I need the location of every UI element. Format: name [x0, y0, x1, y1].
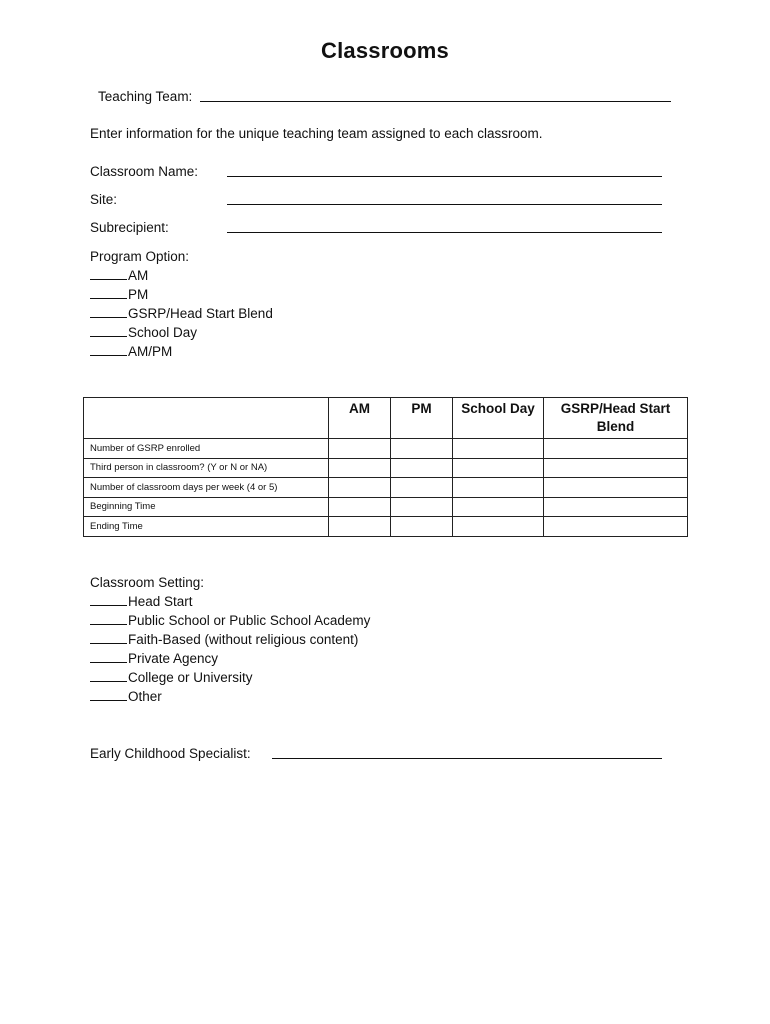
table-cell[interactable]: [391, 517, 453, 537]
specialist-label: Early Childhood Specialist:: [90, 746, 251, 761]
table-cell[interactable]: [544, 497, 688, 517]
table-row: [84, 458, 688, 478]
subrecipient-label: Subrecipient:: [90, 220, 169, 235]
row-label: Number of GSRP enrolled: [84, 439, 329, 459]
classroom-name-field[interactable]: [227, 176, 662, 177]
table-header-row: [84, 398, 688, 439]
table-cell[interactable]: [329, 517, 391, 537]
blank-line[interactable]: [90, 630, 127, 644]
blank-line[interactable]: [90, 668, 127, 682]
table-cell[interactable]: [453, 458, 544, 478]
table-cell[interactable]: [391, 497, 453, 517]
row-label: Ending Time: [84, 517, 329, 537]
program-option-item[interactable]: GSRP/Head Start Blend: [90, 304, 273, 323]
blank-line[interactable]: [90, 611, 127, 625]
teaching-team-label: Teaching Team:: [98, 89, 193, 104]
table-cell[interactable]: [453, 439, 544, 459]
program-option-list: [90, 266, 273, 361]
program-option-item[interactable]: AM/PM: [90, 342, 273, 361]
table-cell[interactable]: [453, 497, 544, 517]
table-cell[interactable]: [329, 439, 391, 459]
row-label: Beginning Time: [84, 497, 329, 517]
table-cell[interactable]: [329, 497, 391, 517]
table-cell[interactable]: [391, 478, 453, 498]
table-cell[interactable]: [544, 458, 688, 478]
classroom-setting-item[interactable]: Other: [90, 687, 370, 706]
site-label: Site:: [90, 192, 118, 207]
program-option-item[interactable]: AM: [90, 266, 273, 285]
table-header-cell: GSRP/Head Start Blend: [544, 398, 688, 439]
table-row: [84, 478, 688, 498]
table-cell[interactable]: [544, 478, 688, 498]
table-header-cell: [84, 398, 329, 439]
blank-line[interactable]: [90, 342, 127, 356]
classroom-name-label: Classroom Name:: [90, 164, 199, 179]
table-header-cell: School Day: [453, 398, 544, 439]
table-cell[interactable]: [329, 458, 391, 478]
row-label: Third person in classroom? (Y or N or NA): [84, 458, 329, 478]
blank-line[interactable]: [90, 266, 127, 280]
classroom-setting-list: [90, 592, 370, 706]
classroom-setting-item[interactable]: College or University: [90, 668, 370, 687]
table-header-cell: AM: [329, 398, 391, 439]
blank-line[interactable]: [90, 592, 127, 606]
table-cell[interactable]: [329, 478, 391, 498]
site-field[interactable]: [227, 204, 662, 205]
blank-line[interactable]: [90, 285, 127, 299]
table-cell[interactable]: [391, 439, 453, 459]
classroom-setting-item[interactable]: Head Start: [90, 592, 370, 611]
blank-line[interactable]: [90, 304, 127, 318]
schedule-table: [83, 397, 688, 537]
classroom-setting-item[interactable]: Public School or Public School Academy: [90, 611, 370, 630]
table-row: [84, 439, 688, 459]
blank-line[interactable]: [90, 323, 127, 337]
classroom-setting-label: Classroom Setting:: [90, 575, 205, 590]
row-label: Number of classroom days per week (4 or 5): [84, 478, 329, 498]
program-option-item[interactable]: PM: [90, 285, 273, 304]
table-cell[interactable]: [453, 478, 544, 498]
teaching-team-field[interactable]: [200, 101, 671, 102]
page-title: Classrooms: [321, 38, 449, 63]
blank-line[interactable]: [90, 687, 127, 701]
blank-line[interactable]: [90, 649, 127, 663]
table-cell[interactable]: [544, 517, 688, 537]
table-cell[interactable]: [391, 458, 453, 478]
table-row: [84, 517, 688, 537]
program-option-label: Program Option:: [90, 249, 190, 264]
table-header-cell: PM: [391, 398, 453, 439]
classroom-setting-item[interactable]: Faith-Based (without religious content): [90, 630, 370, 649]
classroom-setting-item[interactable]: Private Agency: [90, 649, 370, 668]
table-cell[interactable]: [453, 517, 544, 537]
instructions-text: Enter information for the unique teaching team assigned to each classroom.: [90, 126, 543, 141]
table-cell[interactable]: [544, 439, 688, 459]
subrecipient-field[interactable]: [227, 232, 662, 233]
specialist-field[interactable]: [272, 758, 662, 759]
program-option-item[interactable]: School Day: [90, 323, 273, 342]
table-row: [84, 497, 688, 517]
